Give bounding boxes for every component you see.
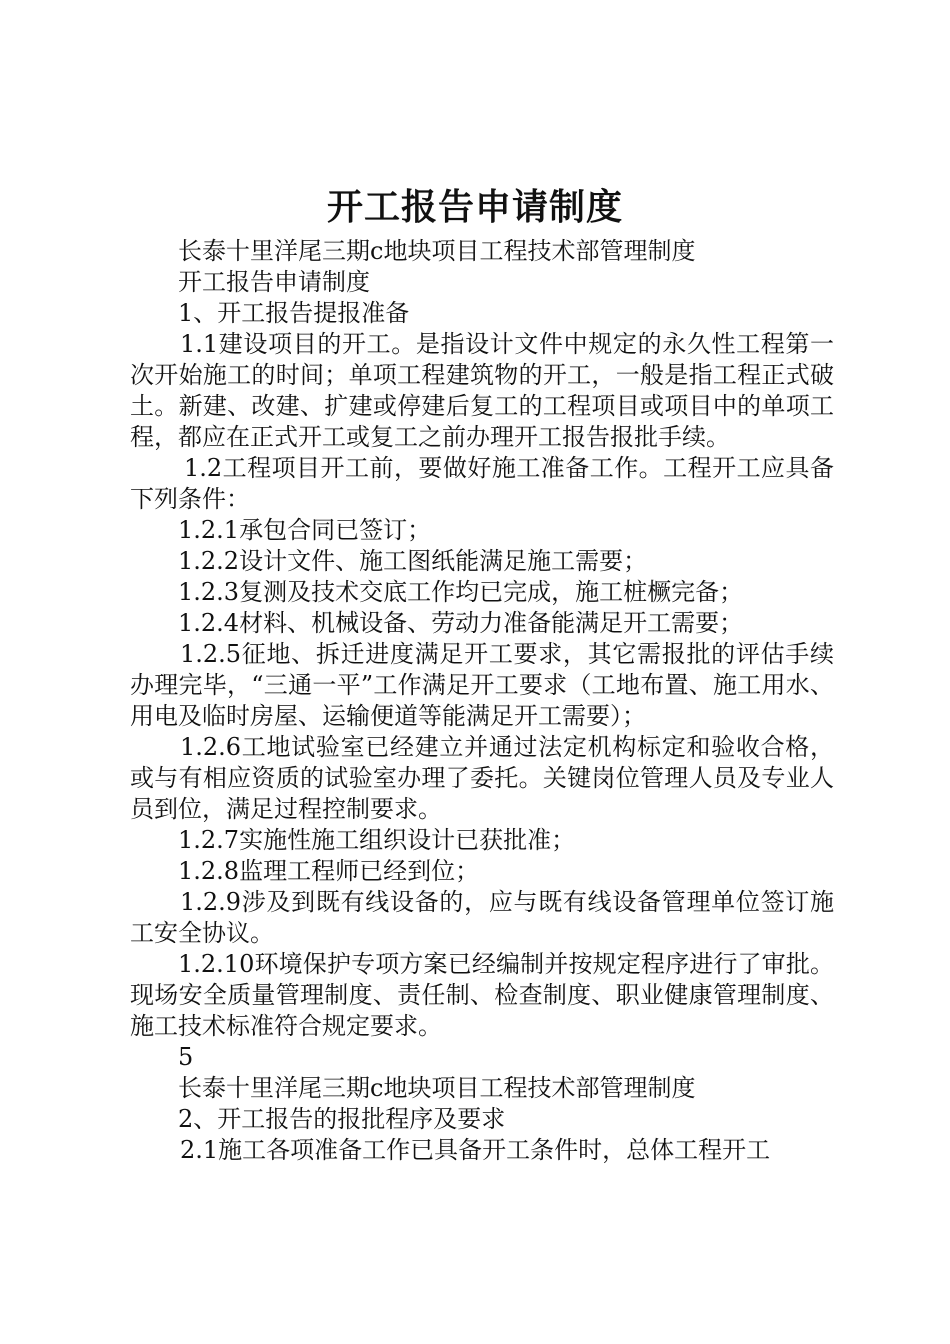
document-body [130, 236, 834, 1166]
item-1-2-8: 1.2.8监理工程师已经到位； [178, 857, 480, 885]
item-1-2-5: 1.2.5征地、拆迁进度满足开工要求，其它需报批的评估手续办理完毕，“三通一平”工作满足开工要求（工地布置、施工用水、用电及临时房屋、运输便道等能满足开工需要）； [130, 640, 834, 730]
item-1-2-9: 1.2.9涉及到既有线设备的，应与既有线设备管理单位签订施工安全协议。 [130, 888, 834, 947]
section-title: 开工报告申请制度 [178, 268, 370, 296]
item-1-2-6: 1.2.6工地试验室已经建立并通过法定机构标定和验收合格，或与有相应资质的试验室办理了委托。关键岗位管理人员及专业人员到位，满足过程控制要求。 [130, 733, 834, 823]
paragraph-1-2: 1.2工程项目开工前，要做好施工准备工作。工程开工应具备下列条件： [130, 454, 834, 513]
item-1-2-2: 1.2.2设计文件、施工图纸能满足施工需要； [178, 547, 648, 575]
item-1-2-4: 1.2.4材料、机械设备、劳动力准备能满足开工需要； [178, 609, 744, 637]
item-1-2-3: 1.2.3复测及技术交底工作均已完成，施工桩橛完备； [178, 578, 744, 606]
heading-1: 1、开工报告提报准备 [178, 299, 410, 327]
paragraph-1-1: 1.1建设项目的开工。是指设计文件中规定的永久性工程第一次开始施工的时间；单项工程建筑物的开工，一般是指工程正式破土。新建、改建、扩建或停建后复工的工程项目或项目中的单项工程，都应在正式开工或复工之前办理开工报告报批手续。 [130, 330, 834, 451]
heading-2: 2、开工报告的报批程序及要求 [178, 1105, 506, 1133]
header-line: 长泰十里洋尾三期c地块项目工程技术部管理制度 [178, 237, 696, 265]
document-title: 开工报告申请制度 [326, 187, 623, 228]
page-number: 5 [178, 1043, 194, 1071]
item-1-2-7: 1.2.7实施性施工组织设计已获批准； [178, 826, 576, 854]
paragraph-2-1: 2.1施工各项准备工作已具备开工条件时，总体工程开工 [180, 1136, 771, 1164]
item-1-2-10: 1.2.10环境保护专项方案已经编制并按规定程序进行了审批。现场安全质量管理制度、责任制、检查制度、职业健康管理制度、施工技术标准符合规定要求。 [130, 950, 834, 1040]
item-1-2-1: 1.2.1承包合同已签订； [178, 516, 432, 544]
header-line-repeat: 长泰十里洋尾三期c地块项目工程技术部管理制度 [178, 1074, 696, 1102]
